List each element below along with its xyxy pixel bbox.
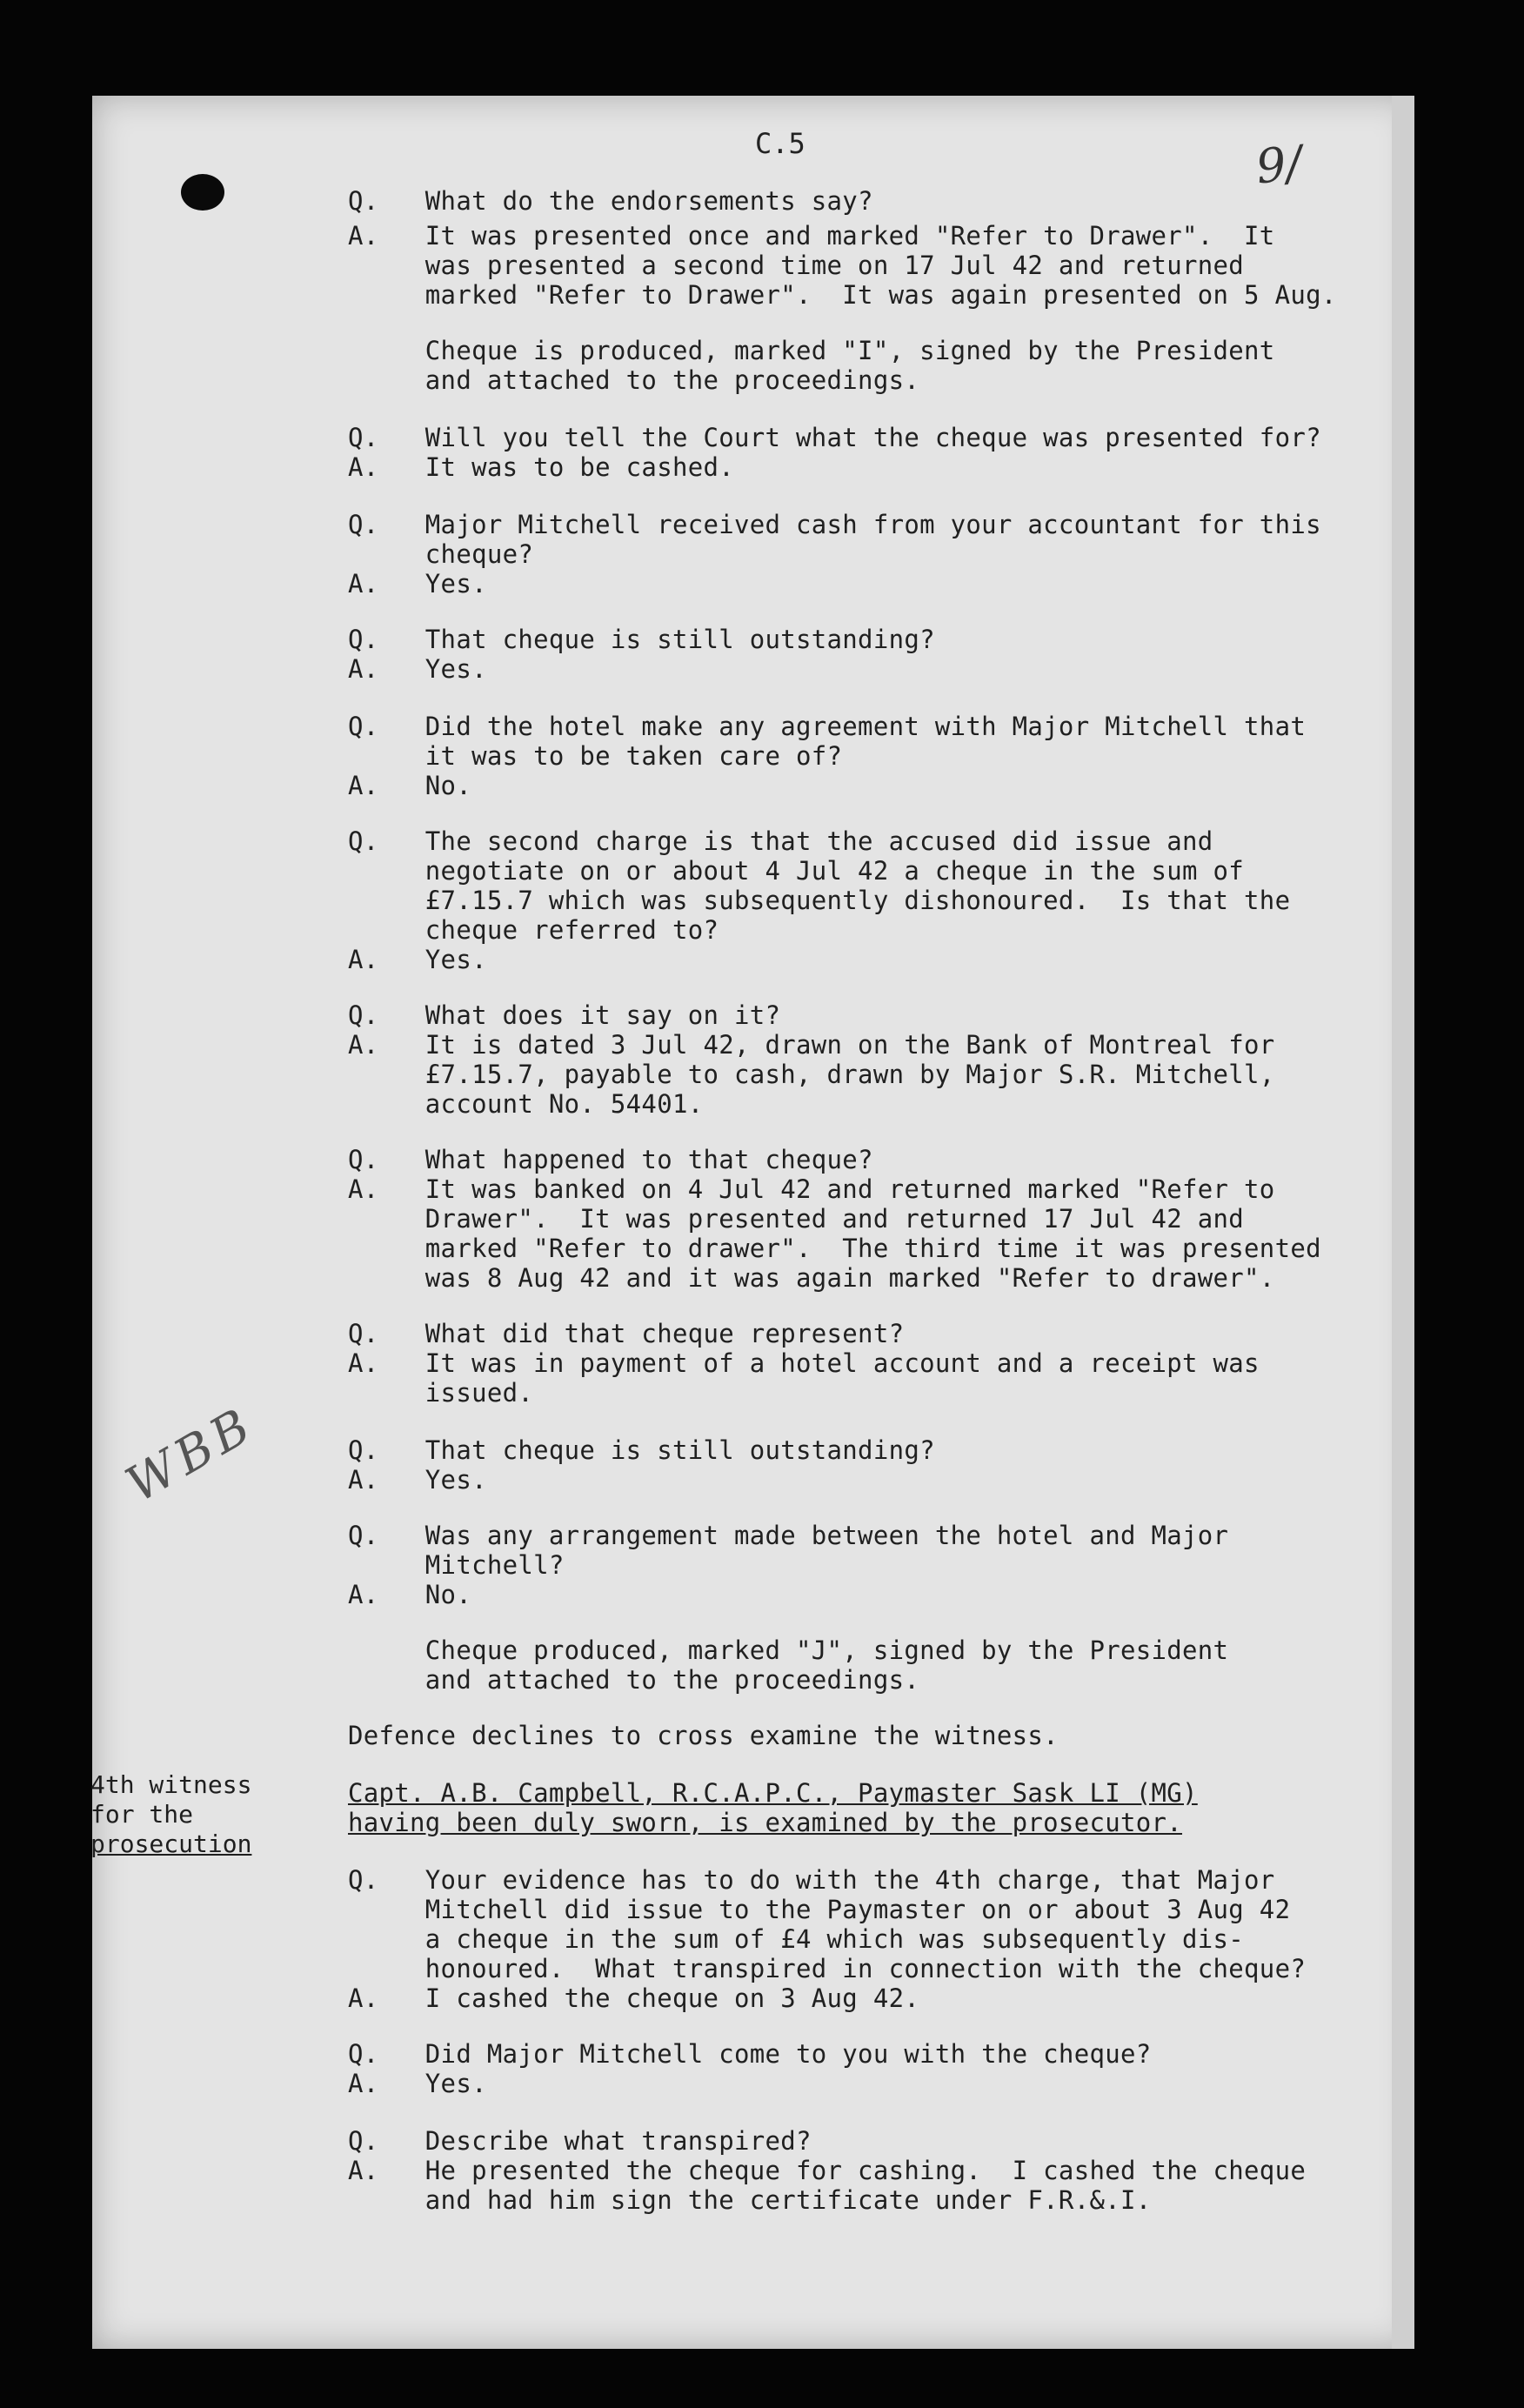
transcript-line: A. I cashed the cheque on 3 Aug 42.	[348, 1983, 920, 2013]
transcript-line: Q. What did that cheque represent?	[348, 1319, 905, 1348]
transcript-line: marked "Refer to Drawer". It was again presented on 5 Aug.	[348, 280, 1337, 310]
transcript-line: A. It was banked on 4 Jul 42 and returned marked "Refer to	[348, 1174, 1275, 1204]
transcript-line: Q. Will you tell the Court what the cheque was presented for?	[348, 423, 1321, 452]
transcript-line: Q. What happened to that cheque?	[348, 1145, 873, 1174]
transcript-line: Defence declines to cross examine the witness.	[348, 1721, 1059, 1750]
transcript-line: Q. That cheque is still outstanding?	[348, 625, 935, 654]
punch-hole	[181, 174, 224, 211]
side-label-line: prosecution	[90, 1829, 252, 1858]
transcript-line: marked "Refer to drawer". The third time it was presented	[348, 1234, 1321, 1263]
transcript-line: was presented a second time on 17 Jul 42 and returned	[348, 251, 1245, 280]
transcript-line: Q. Your evidence has to do with the 4th charge, that Major	[348, 1865, 1275, 1895]
transcript-line: Q. What does it say on it?	[348, 1000, 781, 1030]
transcript-line: Q. The second charge is that the accused did issue and	[348, 826, 1213, 856]
transcript-line: A. Yes.	[348, 945, 487, 974]
transcript-line: it was to be taken care of?	[348, 741, 843, 771]
page-edge	[1392, 96, 1414, 2349]
transcript-line: Cheque produced, marked "J", signed by the President	[348, 1635, 1229, 1665]
transcript-line: having been duly sworn, is examined by the prosecutor.	[348, 1808, 1183, 1837]
transcript-line: Cheque is produced, marked "I", signed by the President	[348, 336, 1275, 365]
transcript-line: Q. Did the hotel make any agreement with Major Mitchell that	[348, 712, 1307, 741]
transcript-line: and had him sign the certificate under F.R.&.I.	[348, 2185, 1152, 2215]
transcript-line: Q. Major Mitchell received cash from your accountant for this	[348, 510, 1321, 539]
transcript-line: issued.	[348, 1378, 534, 1408]
transcript-line: a cheque in the sum of £4 which was subsequently dis-	[348, 1924, 1245, 1954]
transcript-line: and attached to the proceedings.	[348, 365, 920, 395]
transcript-line: Q. That cheque is still outstanding?	[348, 1435, 935, 1465]
witness-side-label	[90, 1770, 251, 1859]
transcript-line: £7.15.7, payable to cash, drawn by Major S.R. Mitchell,	[348, 1060, 1275, 1089]
handwritten-initials: WBB	[117, 1395, 264, 1515]
transcript-line: A. It is dated 3 Jul 42, drawn on the Bank of Montreal for	[348, 1030, 1275, 1060]
transcript-line: Q. Did Major Mitchell come to you with the cheque?	[348, 2039, 1152, 2069]
transcript-line: Q. What do the endorsements say?	[348, 186, 873, 216]
transcript-line: honoured. What transpired in connection with the cheque?	[348, 1954, 1307, 1983]
transcript-line: A. No.	[348, 1580, 472, 1609]
transcript-line: A. Yes.	[348, 1465, 487, 1495]
transcript-line: A. It was presented once and marked "Refer to Drawer". It	[348, 221, 1275, 251]
side-label-line: for the	[90, 1800, 194, 1829]
transcript-line: and attached to the proceedings.	[348, 1665, 920, 1695]
transcript-line: Drawer". It was presented and returned 17 Jul 42 and	[348, 1204, 1245, 1234]
transcript-line: Capt. A.B. Campbell, R.C.A.P.C., Paymaster Sask LI (MG)	[348, 1778, 1198, 1808]
transcript-line: A. Yes.	[348, 654, 487, 684]
transcript-line: A. Yes.	[348, 2069, 487, 2098]
transcript-line: cheque referred to?	[348, 915, 719, 945]
page-number: C.5	[755, 127, 805, 160]
transcript-line: negotiate on or about 4 Jul 42 a cheque in the sum of	[348, 856, 1245, 886]
transcript-line: A. Yes.	[348, 569, 487, 599]
transcript-line: A. No.	[348, 771, 472, 800]
transcript-line: Q. Was any arrangement made between the hotel and Major	[348, 1521, 1229, 1550]
handwritten-folio-number: 9/	[1253, 135, 1305, 195]
transcript-line: A. It was to be cashed.	[348, 452, 734, 482]
transcript-line: A. He presented the cheque for cashing. I cashed the cheque	[348, 2156, 1307, 2185]
transcript-line: Q. Describe what transpired?	[348, 2126, 812, 2156]
transcript-line: cheque?	[348, 539, 534, 569]
transcript-line: Mitchell did issue to the Paymaster on or about 3 Aug 42	[348, 1895, 1291, 1924]
transcript-line: account No. 54401.	[348, 1089, 704, 1119]
transcript-line: £7.15.7 which was subsequently dishonoured. Is that the	[348, 886, 1291, 915]
side-label-line: 4th witness	[90, 1770, 252, 1799]
transcript-line: A. It was in payment of a hotel account and a receipt was	[348, 1348, 1260, 1378]
transcript-line: was 8 Aug 42 and it was again marked "Refer to drawer".	[348, 1263, 1275, 1293]
transcript-line: Mitchell?	[348, 1550, 565, 1580]
